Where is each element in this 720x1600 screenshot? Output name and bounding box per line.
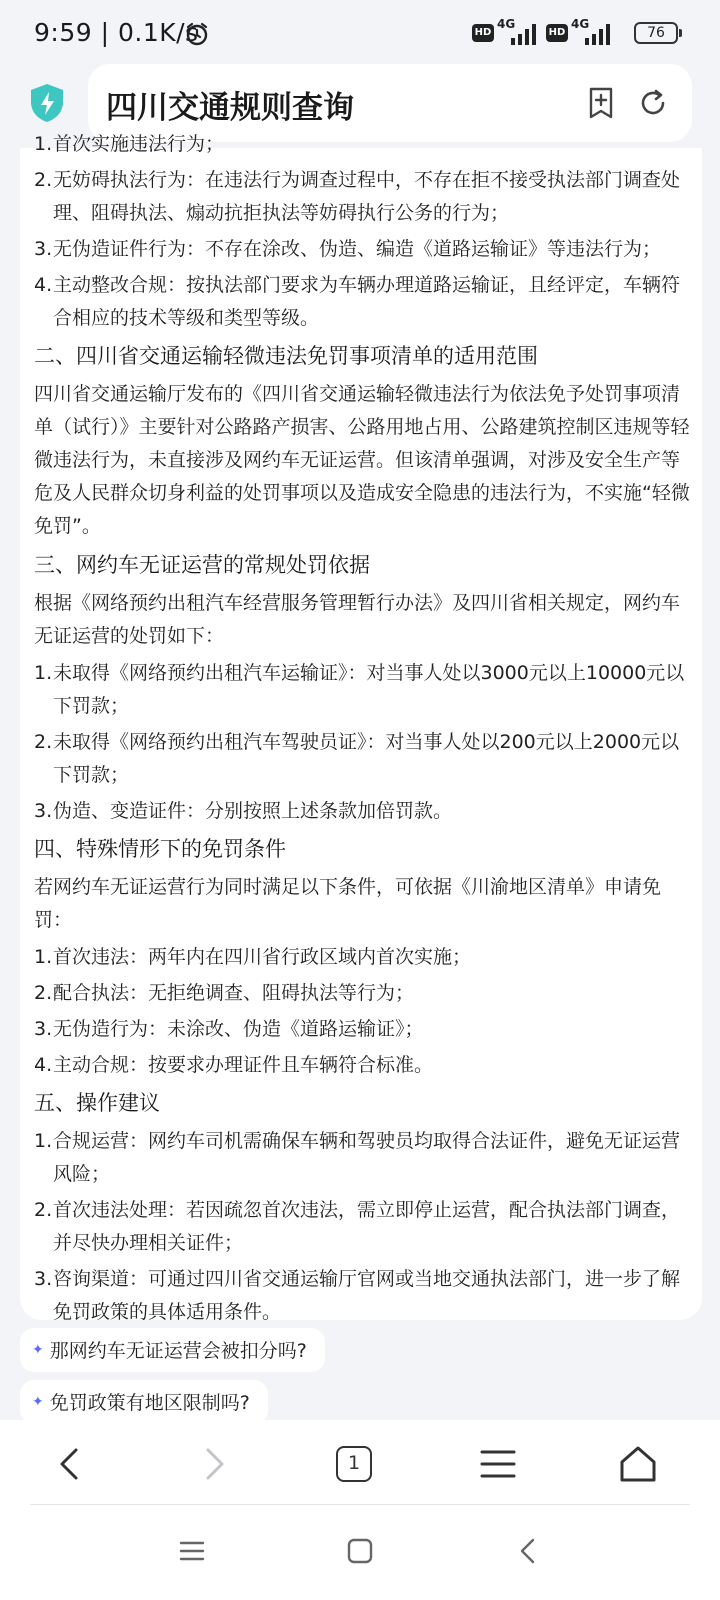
clock: 9:59	[34, 18, 93, 47]
network-speed: 0.1K/s	[117, 18, 199, 47]
list-num: 3.	[34, 238, 53, 260]
list-item	[34, 1049, 694, 1082]
list-num: 4.	[34, 274, 53, 296]
list-text: 咨询渠道：可通过四川省交通运输厅官网或当地交通执法部门，进一步了解免罚政策的具体适用条件。	[53, 1268, 681, 1323]
network-type-1: 4G	[497, 17, 516, 31]
sparkle-icon: ✦	[32, 1394, 44, 1410]
chevron-right-icon[interactable]	[192, 1442, 236, 1486]
section-paragraph: 四川省交通运输厅发布的《四川省交通运输轻微违法行为依法免予处罚事项清单（试行）》主要针对公路路产损害、公路用地占用、公路建筑控制区违规等轻微违法行为，未直接涉及网约车无证运营。但该清单强调，对涉及安全生产等危及人民群众切身利益的处罚事项以及造成安全隐患的违法行为，不实施“轻微免罚”。	[34, 383, 690, 537]
list-num: 1.	[34, 1130, 53, 1152]
tab-count: 1	[347, 1452, 361, 1474]
status-time-speed: 9:59 | 0.1K/s	[34, 18, 199, 47]
suggestion-text: 免罚政策有地区限制吗?	[49, 1392, 250, 1414]
list-num: 1.	[34, 662, 53, 684]
list-text: 无妨碍执法行为：在违法行为调查过程中，不存在拒不接受执法部门调查处理、阻碍执法、煽动抗拒执法等妨碍执行公务的行为；	[53, 169, 681, 224]
list-item	[34, 657, 694, 723]
list-num: 3.	[34, 800, 53, 822]
list-item	[34, 1013, 694, 1046]
list-num: 2.	[34, 1199, 53, 1221]
list-item	[34, 269, 694, 335]
list-num: 3.	[34, 1268, 53, 1290]
section-title: 二、四川省交通运输轻微违法免罚事项清单的适用范围	[34, 344, 538, 368]
list-text: 主动整改合规：按执法部门要求为车辆办理道路运输证，且经评定，车辆符合相应的技术等级和类型等级。	[53, 274, 681, 329]
search-query[interactable]: 四川交通规则查询	[106, 90, 354, 126]
answer-content-inner	[34, 128, 694, 1332]
chevron-left-icon[interactable]	[48, 1442, 92, 1486]
list-num: 2.	[34, 731, 53, 753]
list-num: 3.	[34, 1018, 53, 1040]
hd-badge-1: HD	[472, 24, 494, 42]
list-item	[34, 1263, 694, 1329]
list-text: 伪造、变造证件：分别按照上述条款加倍罚款。	[53, 800, 453, 822]
answer-content	[20, 133, 702, 1323]
network-type-2: 4G	[571, 17, 590, 31]
list-text: 未取得《网络预约出租汽车驾驶员证》：对当事人处以200元以上2000元以下罚款；	[53, 731, 680, 786]
back-button-icon[interactable]	[512, 1535, 544, 1567]
home-icon[interactable]	[616, 1442, 660, 1486]
section-paragraph: 根据《网络预约出租汽车经营服务管理暂行办法》及四川省相关规定，网约车无证运营的处罚如下：	[34, 592, 681, 647]
list-item	[34, 726, 694, 792]
list-text: 无伪造行为：未涂改、伪造《道路运输证》；	[53, 1018, 424, 1040]
list-item	[34, 977, 694, 1010]
list-item	[34, 128, 694, 161]
hd-badge-2: HD	[546, 24, 568, 42]
battery-level: 76	[647, 25, 665, 41]
list-item	[34, 1125, 694, 1191]
list-text: 首次违法：两年内在四川省行政区域内首次实施；	[53, 946, 472, 968]
recent-apps-icon[interactable]	[176, 1535, 208, 1567]
list-text: 首次违法处理：若因疏忽首次违法，需立即停止运营，配合执法部门调查，并尽快办理相关证件；	[53, 1199, 681, 1254]
sparkle-icon: ✦	[32, 1342, 44, 1358]
list-num: 4.	[34, 1054, 53, 1076]
alarm-clock-icon	[184, 21, 210, 47]
list-item	[34, 795, 694, 828]
section-paragraph: 若网约车无证运营行为同时满足以下条件，可依据《川渝地区清单》申请免罚：	[34, 876, 662, 931]
section-title: 三、网约车无证运营的常规处罚依据	[34, 553, 370, 577]
list-item	[34, 233, 694, 266]
list-text: 无伪造证件行为：不存在涂改、伪造、编造《道路运输证》等违法行为；	[53, 238, 662, 260]
list-text: 合规运营：网约车司机需确保车辆和驾驶员均取得合法证件，避免无证运营风险；	[53, 1130, 681, 1185]
bookmark-add-icon[interactable]	[584, 86, 618, 120]
suggestion-text: 那网约车无证运营会被扣分吗?	[49, 1340, 307, 1362]
list-item	[34, 941, 694, 974]
list-num: 2.	[34, 169, 53, 191]
tabs-icon[interactable]	[336, 1446, 372, 1482]
signal-bars-icon-2	[584, 20, 612, 46]
menu-icon[interactable]	[476, 1442, 520, 1486]
home-button-icon[interactable]	[344, 1535, 376, 1567]
list-text: 首次实施违法行为；	[53, 133, 225, 155]
list-text: 未取得《网络预约出租汽车运输证》：对当事人处以3000元以上10000元以下罚款；	[53, 662, 685, 717]
list-num: 2.	[34, 982, 53, 1004]
list-text: 配合执法：无拒绝调查、阻碍执法等行为；	[53, 982, 415, 1004]
list-item	[34, 164, 694, 230]
list-item	[34, 1194, 694, 1260]
list-num: 1.	[34, 133, 53, 155]
suggestion-chip[interactable]	[20, 1380, 268, 1424]
refresh-icon[interactable]	[636, 86, 670, 120]
shield-bolt-icon[interactable]	[28, 82, 66, 124]
status-bar	[0, 0, 720, 64]
section-title: 五、操作建议	[34, 1091, 160, 1115]
battery-indicator	[634, 22, 678, 44]
list-text: 主动合规：按要求办理证件且车辆符合标准。	[53, 1054, 434, 1076]
signal-bars-icon	[510, 20, 538, 46]
list-num: 1.	[34, 946, 53, 968]
system-navigation-bar	[0, 1505, 720, 1600]
section-title: 四、特殊情形下的免罚条件	[34, 837, 286, 861]
suggestion-chip[interactable]	[20, 1328, 325, 1372]
